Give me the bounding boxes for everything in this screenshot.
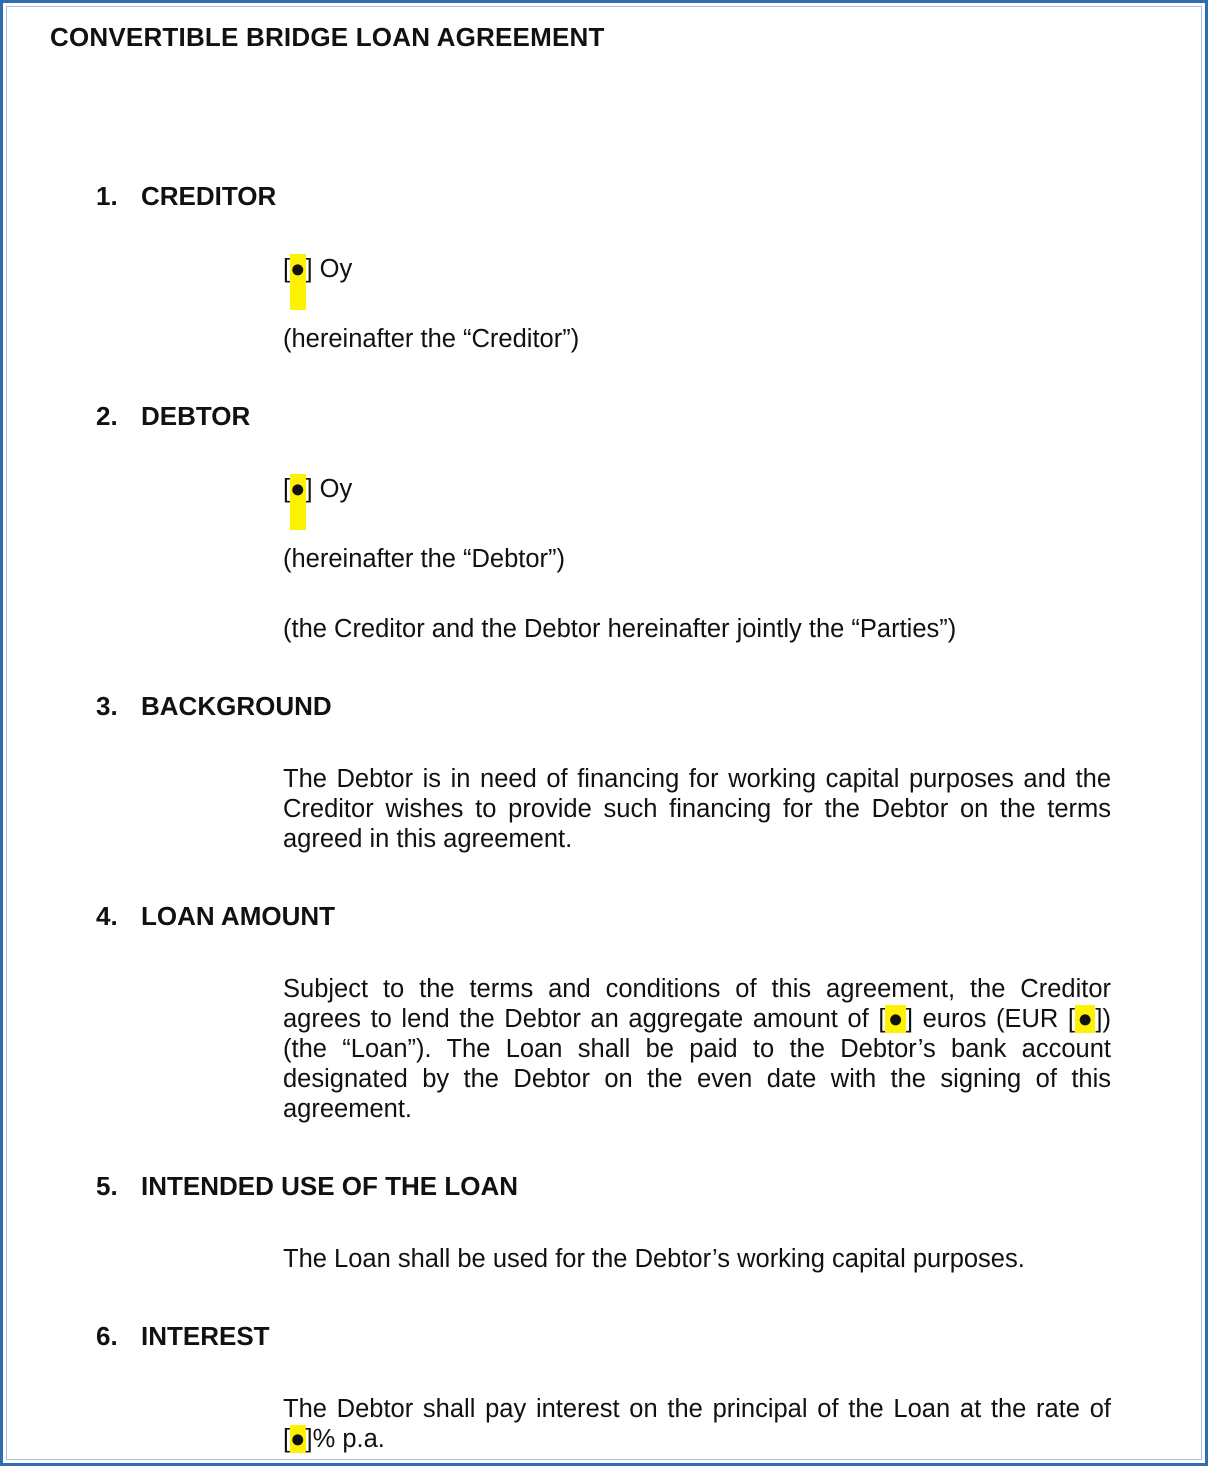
debtor-name: [●] Oy — [283, 475, 353, 503]
section-number: 2. — [96, 401, 118, 431]
creditor-name: [●] Oy — [283, 255, 353, 283]
interest-text: The Debtor shall pay interest on the principal of the Loan at the rate of [●]% p.a. — [283, 1395, 1111, 1453]
section-number: 3. — [96, 691, 118, 721]
creditor-definition: (hereinafter the “Creditor”) — [283, 325, 580, 353]
section-title: BACKGROUND — [141, 691, 332, 721]
document-title: CONVERTIBLE BRIDGE LOAN AGREEMENT — [50, 22, 605, 52]
section-title: CREDITOR — [141, 181, 277, 211]
debtor-definition: (hereinafter the “Debtor”) — [283, 545, 566, 573]
section-heading-intended-use — [96, 1171, 518, 1202]
background-text: The Debtor is in need of financing for working capital purposes and the Creditor wishes to provide such financing for the Debtor on the terms agreed in this agreement. — [283, 765, 1111, 853]
parties-definition: (the Creditor and the Debtor hereinafter jointly the “Parties”) — [283, 615, 957, 643]
section-title: INTENDED USE OF THE LOAN — [141, 1171, 519, 1201]
section-heading-debtor — [96, 401, 250, 432]
section-title: LOAN AMOUNT — [141, 901, 336, 931]
loan-amount-text: Subject to the terms and conditions of this agreement, the Creditor agrees to lend the Debtor an aggregate amount of [●] euros (EUR [●]) (the “Loan”). The Loan shall be paid to the Debtor’s bank account designated by the Debtor on the even date with the signing of this agreement. — [283, 975, 1111, 1123]
section-heading-creditor — [96, 181, 276, 212]
section-title: INTEREST — [141, 1321, 270, 1351]
placeholder-highlight: ● — [885, 1005, 906, 1033]
section-number: 4. — [96, 901, 118, 931]
section-heading-loan-amount — [96, 901, 335, 932]
section-heading-interest — [96, 1321, 270, 1352]
section-number: 5. — [96, 1171, 118, 1201]
section-title: DEBTOR — [141, 401, 251, 431]
section-number: 6. — [96, 1321, 118, 1351]
section-number: 1. — [96, 181, 118, 211]
document-frame-inner — [6, 6, 1202, 1460]
placeholder-highlight: ● — [290, 255, 306, 283]
intended-use-text: The Loan shall be used for the Debtor’s working capital purposes. — [283, 1245, 1025, 1273]
section-heading-background — [96, 691, 332, 722]
placeholder-highlight: ● — [290, 1425, 306, 1453]
placeholder-highlight: ● — [1074, 1005, 1096, 1033]
placeholder-highlight: ● — [290, 475, 306, 503]
